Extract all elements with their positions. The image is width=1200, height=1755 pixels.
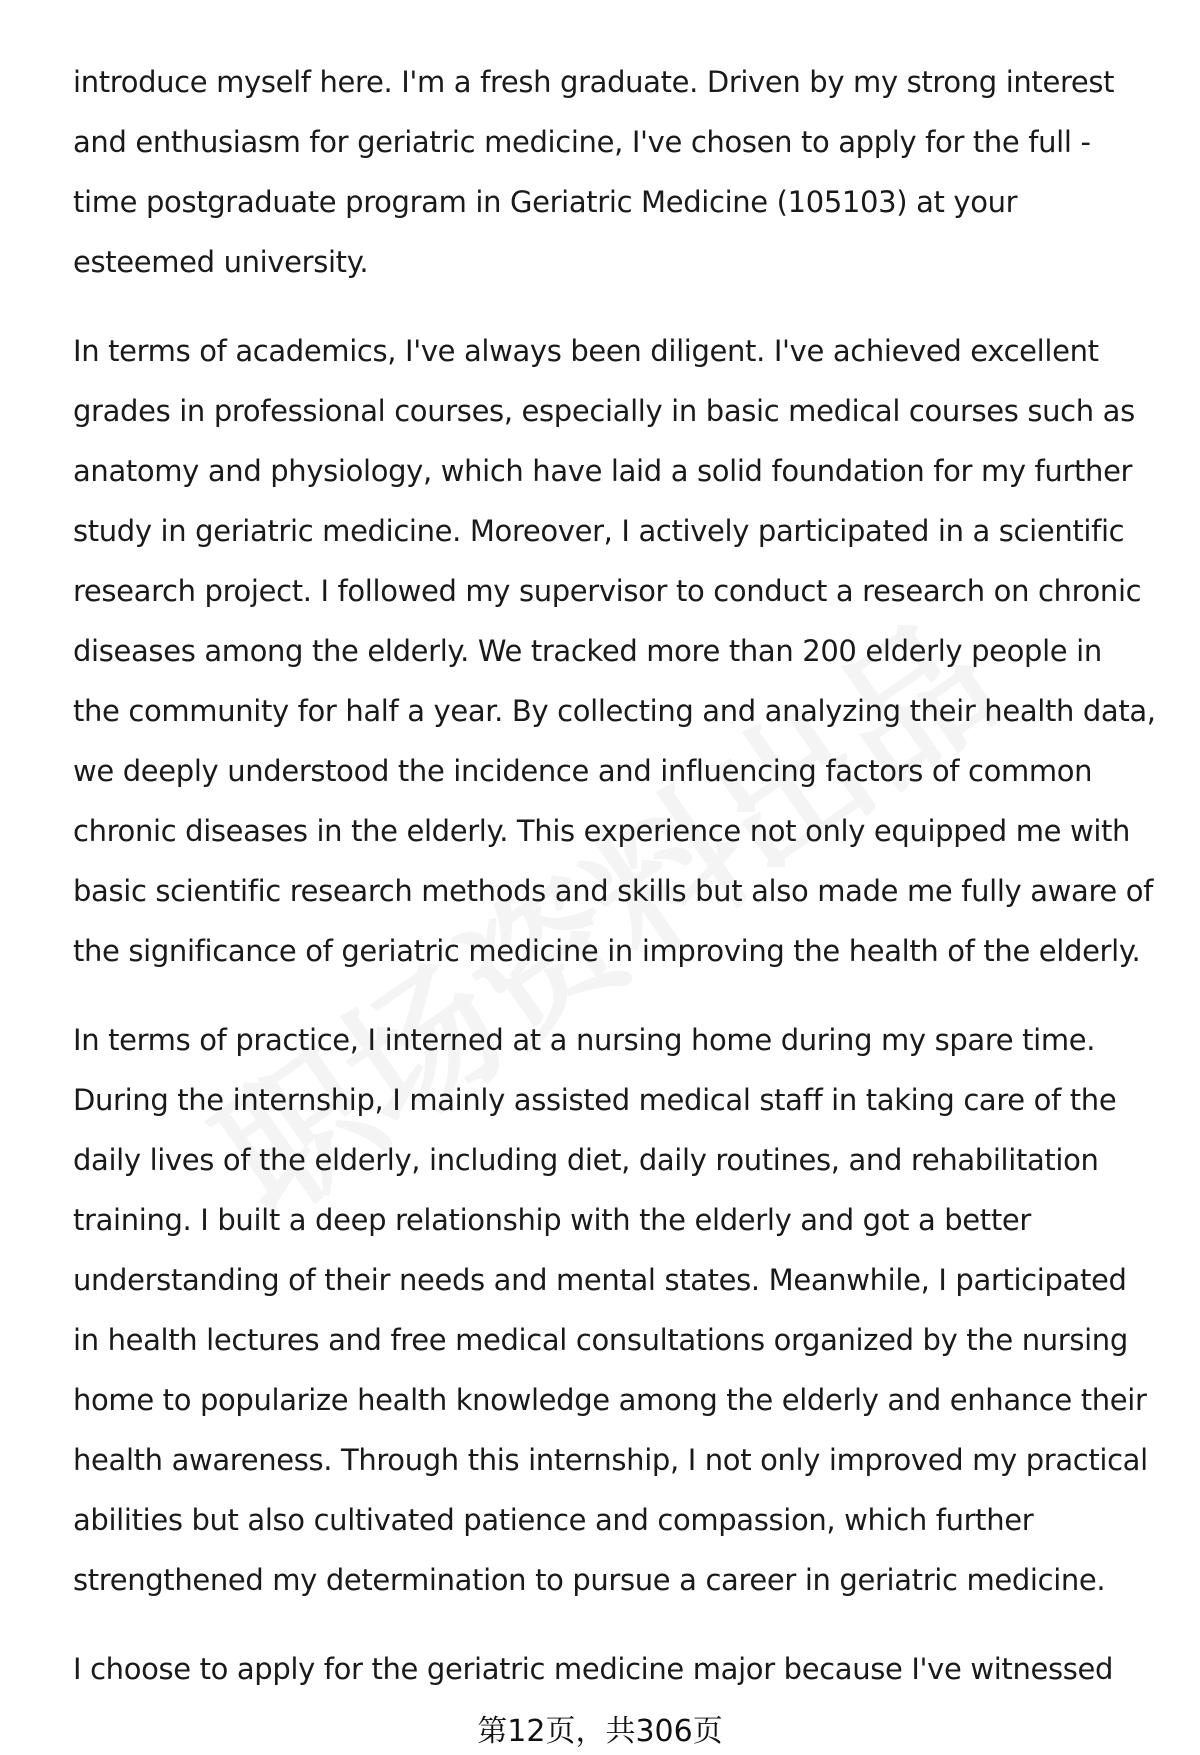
text-line: the significance of geriatric medicine in improving the health of the elderly. xyxy=(73,934,1141,968)
text-line: daily lives of the elderly, including diet, daily routines, and rehabilitation xyxy=(73,1143,1099,1177)
paragraph-academics xyxy=(73,321,1156,981)
text-line: chronic diseases in the elderly. This experience not only equipped me with xyxy=(73,814,1131,848)
text-line: in health lectures and free medical consultations organized by the nursing xyxy=(73,1323,1128,1357)
text-line: training. I built a deep relationship with the elderly and got a better xyxy=(73,1203,1031,1237)
text-line: home to popularize health knowledge among the elderly and enhance their xyxy=(73,1383,1147,1417)
paragraph-motivation xyxy=(73,1639,1153,1699)
text-line: In terms of practice, I interned at a nursing home during my spare time. xyxy=(73,1023,1096,1057)
text-line: I choose to apply for the geriatric medicine major because I've witnessed xyxy=(73,1652,1114,1686)
text-line: understanding of their needs and mental states. Meanwhile, I participated xyxy=(73,1263,1127,1297)
text-line: and enthusiasm for geriatric medicine, I've chosen to apply for the full - xyxy=(73,125,1091,159)
text-line: the community for half a year. By collecting and analyzing their health data, xyxy=(73,694,1156,728)
text-line: research project. I followed my supervisor to conduct a research on chronic xyxy=(73,574,1142,608)
text-line: we deeply understood the incidence and influencing factors of common xyxy=(73,754,1093,788)
text-line: esteemed university. xyxy=(73,245,369,279)
text-line: health awareness. Through this internship, I not only improved my practical xyxy=(73,1443,1148,1477)
page-number-footer: 第12页，共306页 xyxy=(477,1714,723,1749)
text-line: time postgraduate program in Geriatric Medicine (105103) at your xyxy=(73,185,1018,219)
text-line: strengthened my determination to pursue a career in geriatric medicine. xyxy=(73,1563,1106,1597)
text-line: introduce myself here. I'm a fresh graduate. Driven by my strong interest xyxy=(73,65,1115,99)
text-line: diseases among the elderly. We tracked more than 200 elderly people in xyxy=(73,634,1102,668)
document-body xyxy=(73,52,1156,1728)
text-line: abilities but also cultivated patience and compassion, which further xyxy=(73,1503,1034,1537)
paragraph-practice xyxy=(73,1010,1153,1610)
text-line: During the internship, I mainly assisted medical staff in taking care of the xyxy=(73,1083,1117,1117)
text-line: anatomy and physiology, which have laid a solid foundation for my further xyxy=(73,454,1133,488)
text-line: basic scientific research methods and skills but also made me fully aware of xyxy=(73,874,1153,908)
text-line: grades in professional courses, especially in basic medical courses such as xyxy=(73,394,1135,428)
paragraph-introduction xyxy=(73,52,1153,292)
text-line: study in geriatric medicine. Moreover, I actively participated in a scientific xyxy=(73,514,1125,548)
text-line: In terms of academics, I've always been diligent. I've achieved excellent xyxy=(73,334,1099,368)
